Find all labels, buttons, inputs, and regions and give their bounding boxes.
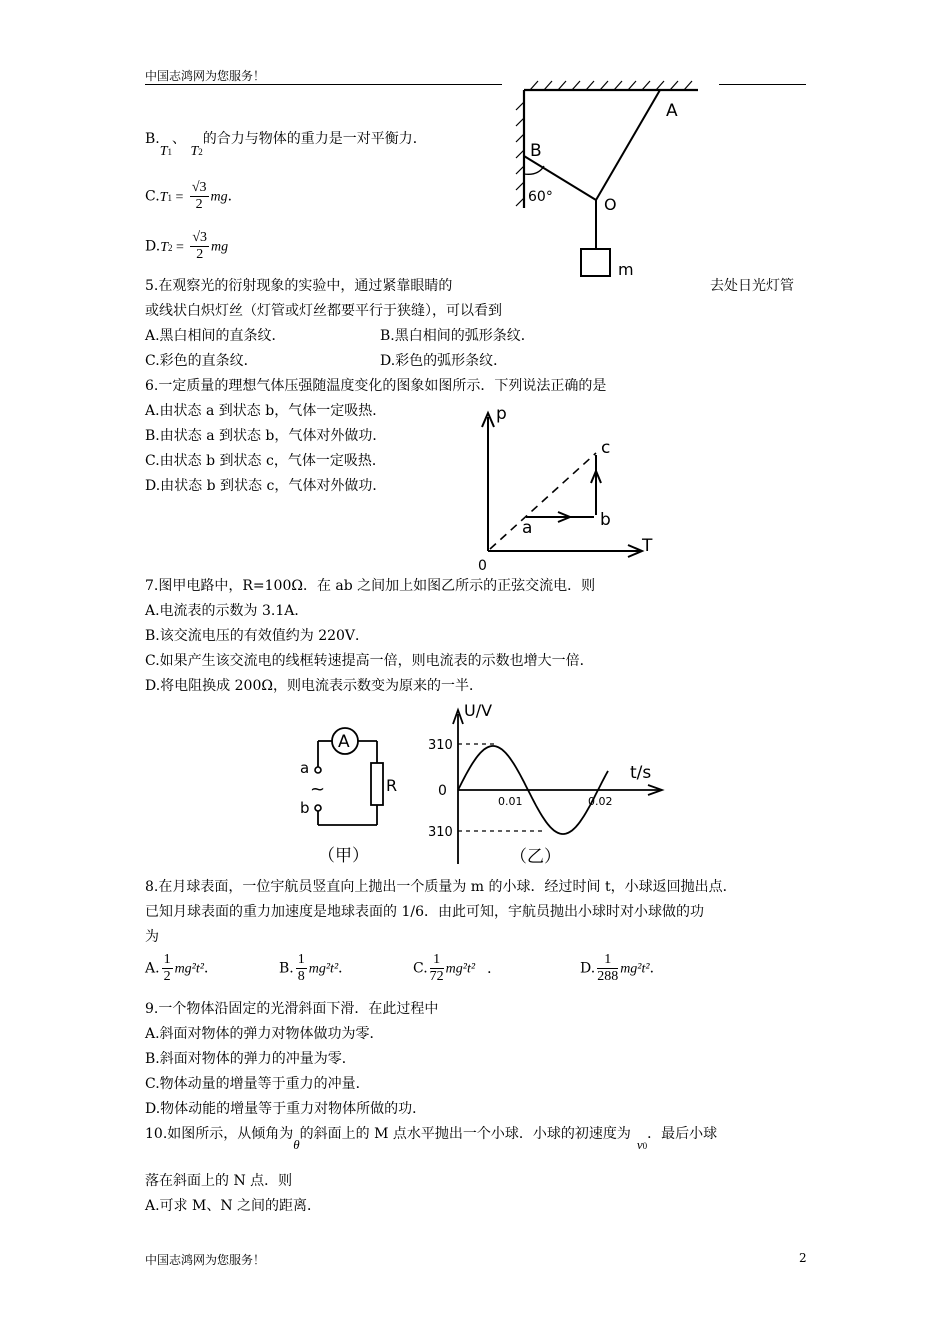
q10-stem-2: 落在斜面上的 N 点．则 bbox=[145, 1173, 293, 1189]
q7-graph bbox=[420, 700, 680, 870]
q6-axis-t: T bbox=[642, 536, 653, 556]
q9-stem: 9.一个物体沿固定的光滑斜面下滑．在此过程中 bbox=[145, 1001, 439, 1017]
header-rule-left bbox=[145, 84, 502, 85]
header-site: 中国志鸿网为您服务！ bbox=[145, 69, 266, 83]
q6-axis-p: p bbox=[496, 404, 507, 424]
q6-origin: 0 bbox=[478, 558, 487, 574]
q9-option-c: C.物体动量的增量等于重力的冲量． bbox=[145, 1076, 370, 1092]
page-number: 2 bbox=[799, 1251, 807, 1265]
q7-option-c: C.如果产生该交流电的线框转速提高一倍，则电流表的示数也增大一倍． bbox=[145, 653, 594, 669]
q5-stem-1b: 去处日光灯管 bbox=[710, 278, 794, 294]
ammeter-label: A bbox=[338, 732, 350, 752]
terminal-a: a bbox=[300, 759, 310, 777]
q6-option-a: A.由状态 a 到状态 b，气体一定吸热． bbox=[145, 403, 387, 419]
q6-option-c: C.由状态 b 到状态 c，气体一定吸热． bbox=[145, 453, 386, 469]
q4-option-c: C.T1 = $\frac{√3}{2}$ mg． bbox=[145, 180, 242, 212]
graph-x-label: t/s bbox=[630, 763, 652, 783]
q6-option-b: B.由状态 a 到状态 b，气体对外做功． bbox=[145, 428, 387, 444]
figure-angle: 60° bbox=[528, 189, 553, 205]
resistor-label: R bbox=[386, 776, 398, 795]
q6-point-a: a bbox=[522, 518, 533, 538]
circuit-caption: （甲） bbox=[318, 846, 369, 866]
figure-label-b: B bbox=[530, 141, 542, 161]
graph-caption: （乙） bbox=[510, 847, 561, 867]
q8-stem-3: 为 bbox=[145, 929, 159, 945]
figure-label-m: m bbox=[618, 260, 634, 279]
ac-source-symbol: ~ bbox=[310, 779, 326, 800]
q9-option-d: D.物体动能的增量等于重力对物体所做的功． bbox=[145, 1101, 427, 1117]
q7-option-d: D.将电阻换成 200Ω，则电流表示数变为原来的一半． bbox=[145, 678, 483, 694]
q6-figure bbox=[470, 405, 670, 575]
q8-stem-1: 8.在月球表面，一位宇航员竖直向上抛出一个质量为 m 的小球．经过时间 t，小球返回抛出点． bbox=[145, 879, 737, 895]
q8-option-b: B. $\frac{1}{8}$ mg²t²． bbox=[279, 952, 353, 984]
q5-option-a: A.黑白相间的直条纹． bbox=[145, 328, 286, 344]
q5-option-d: D.彩色的弧形条纹． bbox=[380, 353, 508, 369]
q8-stem-2: 已知月球表面的重力加速度是地球表面的 1/6．由此可知，宇航员抛出小球时对小球做的功 bbox=[145, 904, 704, 920]
q6-point-b: b bbox=[600, 510, 611, 530]
header-rule-right bbox=[719, 84, 806, 85]
q8-option-a: A. $\frac{1}{2}$ mg²t²． bbox=[145, 952, 218, 984]
graph-peak-pos: 310 bbox=[428, 738, 453, 753]
q9-option-b: B.斜面对物体的弹力的冲量为零． bbox=[145, 1051, 356, 1067]
q10-stem-1: 10.如图所示，从倾角为θ的斜面上的 M 点水平抛出一个小球．小球的初速度为v0．最后小球 bbox=[145, 1126, 718, 1152]
q7-stem: 7.图甲电路中，R=100Ω．在 ab 之间加上如图乙所示的正弦交流电．则 bbox=[145, 578, 596, 594]
graph-t2: 0.02 bbox=[588, 795, 613, 808]
q5-stem-2: 或线状白炽灯丝（灯管或灯丝都要平行于狭缝），可以看到 bbox=[145, 303, 502, 319]
q4-option-b: B.T1、 T2的合力与物体的重力是一对平衡力． bbox=[145, 131, 427, 159]
q9-option-a: A.斜面对物体的弹力对物体做功为零． bbox=[145, 1026, 384, 1042]
q7-option-b: B.该交流电压的有效值约为 220V． bbox=[145, 628, 370, 644]
q4-figure bbox=[510, 76, 710, 286]
q5-option-b: B.黑白相间的弧形条纹． bbox=[380, 328, 535, 344]
q8-option-d: D. $\frac{1}{288}$ mg²t²． bbox=[580, 952, 664, 984]
q6-point-c: c bbox=[601, 438, 611, 458]
footer-site: 中国志鸿网为您服务！ bbox=[145, 1253, 266, 1267]
figure-label-a: A bbox=[666, 101, 678, 121]
terminal-b: b bbox=[300, 799, 310, 817]
q6-stem: 6.一定质量的理想气体压强随温度变化的图象如图所示．下列说法正确的是 bbox=[145, 378, 607, 394]
q8-option-c: C. $\frac{1}{72}$ mg²t² ． bbox=[413, 952, 502, 984]
q10-option-a: A.可求 M、N 之间的距离． bbox=[145, 1198, 322, 1214]
graph-t1: 0.01 bbox=[498, 795, 523, 808]
graph-peak-neg: 310 bbox=[428, 825, 453, 840]
graph-y-label: U/V bbox=[464, 701, 493, 720]
q7-circuit bbox=[290, 715, 420, 870]
q7-option-a: A.电流表的示数为 3.1A． bbox=[145, 603, 309, 619]
q4-option-d: D.T2 = $\frac{√3}{2}$ mg bbox=[145, 230, 229, 262]
graph-origin: 0 bbox=[438, 783, 447, 799]
q5-stem-1a: 5.在观察光的衍射现象的实验中，通过紧靠眼睛的 bbox=[145, 278, 453, 294]
q5-option-c: C.彩色的直条纹． bbox=[145, 353, 258, 369]
q6-option-d: D.由状态 b 到状态 c，气体对外做功． bbox=[145, 478, 387, 494]
figure-label-o: O bbox=[604, 195, 617, 214]
